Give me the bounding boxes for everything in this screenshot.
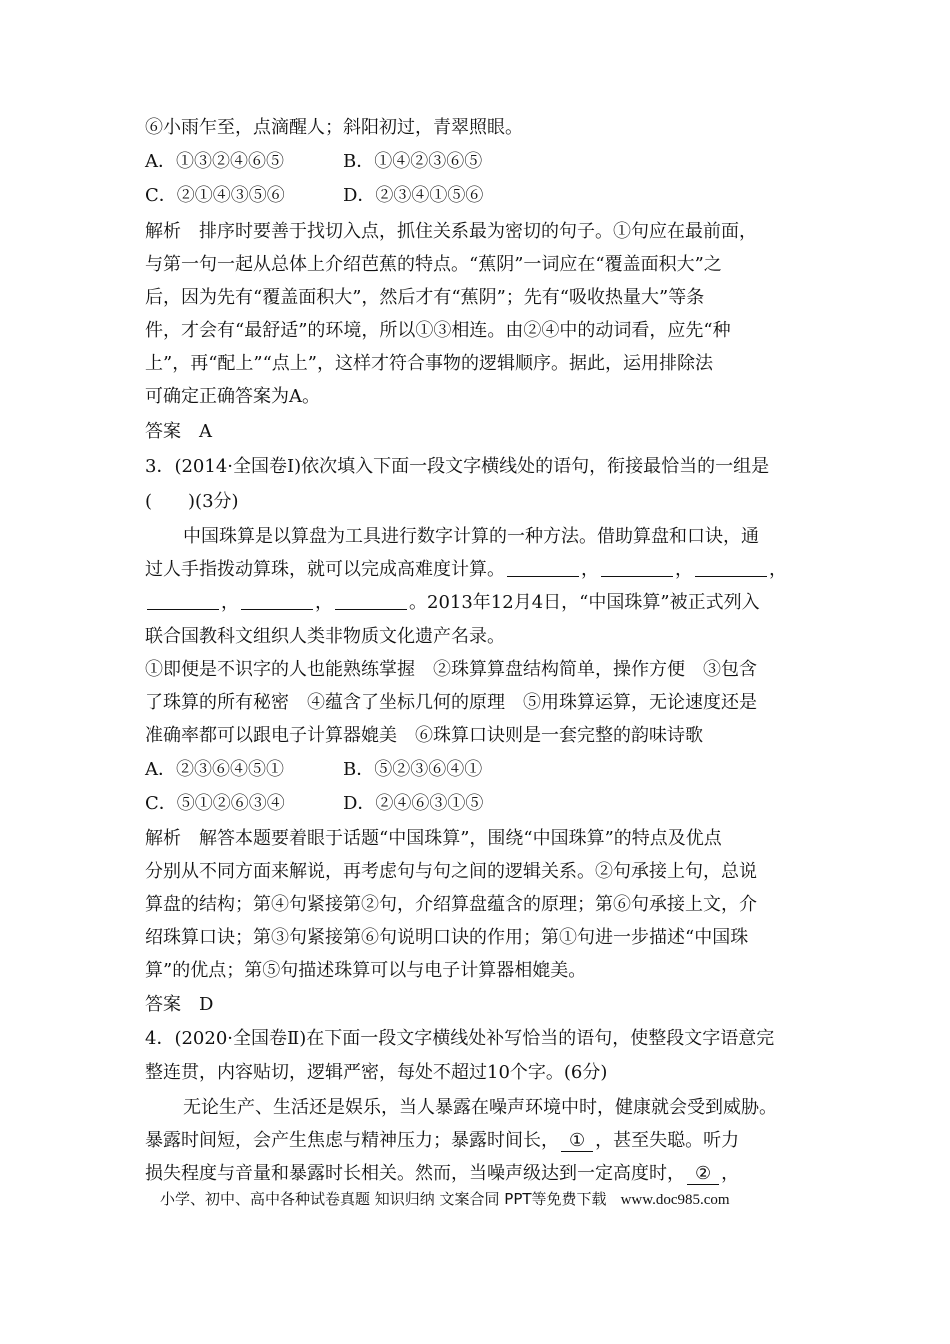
q3-option-d: D．②④⑥③①⑤	[343, 793, 484, 814]
q3-passage-text: 过人手指拨动算珠，就可以完成高难度计算。	[145, 559, 505, 580]
q3-option-b: B．⑤②③⑥④①	[343, 759, 483, 780]
q2-analysis-line: 后，因为先有“覆盖面积大”，然后才有“蕉阴”；先有“吸收热量大”等条	[145, 287, 705, 308]
page-footer	[160, 1188, 800, 1211]
q3-blank	[695, 558, 767, 577]
q3-stem-score: ( )(3分)	[145, 491, 239, 512]
q3-blank	[241, 591, 313, 610]
q2-options-row-1	[145, 150, 810, 174]
q3-analysis-line: 算盘的结构；第④句紧接第②句，介绍算盘蕴含的原理；第⑥句承接上文，介	[145, 894, 757, 915]
q4-passage-text: 暴露时间短，会产生焦虑与精神压力；暴露时间长，	[145, 1130, 559, 1151]
q4-blank-2: ②	[687, 1164, 719, 1185]
q3-passage-line: 中国珠算是以算盘为工具进行数字计算的一种方法。借助算盘和口诀，通	[183, 526, 759, 547]
q3-blank	[335, 591, 407, 610]
q3-options-row-1	[145, 758, 810, 782]
q2-option-b: B．①④②③⑥⑤	[343, 151, 483, 172]
q4-passage-text: ，	[721, 1163, 740, 1184]
q4-stem: 整连贯，内容贴切，逻辑严密，每处不超过10个字。(6分)	[145, 1062, 608, 1083]
q3-passage-line: 联合国教科文组织人类非物质文化遗产名录。	[145, 626, 505, 647]
q3-analysis-line: 绍珠算口诀；第③句紧接第⑥句说明口诀的作用；第①句进一步描述“中国珠	[145, 927, 749, 948]
q3-stem: 3．(2014·全国卷Ⅰ)依次填入下面一段文字横线处的语句，衔接最恰当的一组是	[145, 456, 770, 477]
q3-items-line: ①即便是不识字的人也能熟练掌握 ②珠算算盘结构简单，操作方便 ③包含	[145, 659, 757, 680]
q2-option-a: A．①③②④⑥⑤	[145, 151, 284, 172]
q2-option-d: D．②③④①⑤⑥	[343, 185, 484, 206]
q3-analysis-line: 分别从不同方面来解说，再考虑句与句之间的逻辑关系。②句承接上句，总说	[145, 861, 757, 882]
q3-passage-text: 。2013年12月4日，“中国珠算”被正式列入	[409, 592, 760, 613]
q2-analysis-line: 上”，再“配上”“点上”，这样才符合事物的逻辑顺序。据此，运用排除法	[145, 353, 714, 374]
q2-answer: 答案 A	[145, 421, 212, 442]
q3-answer: 答案 D	[145, 994, 214, 1015]
q4-passage-line	[145, 1162, 810, 1186]
q3-blank	[507, 558, 579, 577]
q3-blank	[147, 591, 219, 610]
q3-items-line: 准确率都可以跟电子计算器媲美 ⑥珠算口诀则是一套完整的韵味诗歌	[145, 725, 703, 746]
q3-analysis-line: 算”的优点；第⑤句描述珠算可以与电子计算器相媲美。	[145, 960, 587, 981]
q4-passage-text: 损失程度与音量和暴露时长相关。然而，当噪声级达到一定高度时，	[145, 1163, 685, 1184]
q4-blank-1: ①	[561, 1131, 593, 1152]
q4-passage-line: 无论生产、生活还是娱乐，当人暴露在噪声环境中时，健康就会受到威胁。	[183, 1097, 777, 1118]
q3-items-line: 了珠算的所有秘密 ④蕴含了坐标几何的原理 ⑤用珠算运算，无论速度还是	[145, 692, 757, 713]
q2-analysis-line: 件，才会有“最舒适”的环境，所以①③相连。由②④中的动词看，应先“种	[145, 320, 731, 341]
footer-text: 小学、初中、高中各种试卷真题 知识归纳 文案合同 PPT等免费下载	[160, 1190, 607, 1208]
q4-passage-line	[145, 1129, 810, 1153]
q4-stem: 4．(2020·全国卷Ⅱ)在下面一段文字横线处补写恰当的语句，使整段文字语意完	[145, 1028, 775, 1049]
q3-options-row-2	[145, 792, 810, 816]
q3-passage-line: ， ， 。2013年12月4日，“中国珠算”被正式列入	[145, 591, 810, 615]
q2-analysis-line: 可确定正确答案为A。	[145, 386, 320, 407]
q3-analysis-line: 解析 解答本题要着眼于话题“中国珠算”，围绕“中国珠算”的特点及优点	[145, 828, 722, 849]
q2-options-row-2	[145, 184, 810, 208]
q4-passage-text: ，甚至失聪。听力	[595, 1130, 740, 1151]
q3-passage-line: 过人手指拨动算珠，就可以完成高难度计算。 ， ， ，	[145, 559, 787, 580]
q2-analysis-line: 与第一句一起从总体上介绍芭蕉的特点。“蕉阴”一词应在“覆盖面积大”之	[145, 254, 722, 275]
q2-item-6: ⑥小雨乍至，点滴醒人；斜阳初过，青翠照眼。	[145, 117, 523, 138]
q3-option-a: A．②③⑥④⑤①	[145, 759, 284, 780]
q3-blank	[601, 558, 673, 577]
q2-option-c: C．②①④③⑤⑥	[145, 185, 285, 206]
q2-analysis-line: 解析 排序时要善于找切入点，抓住关系最为密切的句子。①句应在最前面，	[145, 221, 757, 242]
footer-site: www.doc985.com	[620, 1192, 730, 1208]
q3-option-c: C．⑤①②⑥③④	[145, 793, 285, 814]
